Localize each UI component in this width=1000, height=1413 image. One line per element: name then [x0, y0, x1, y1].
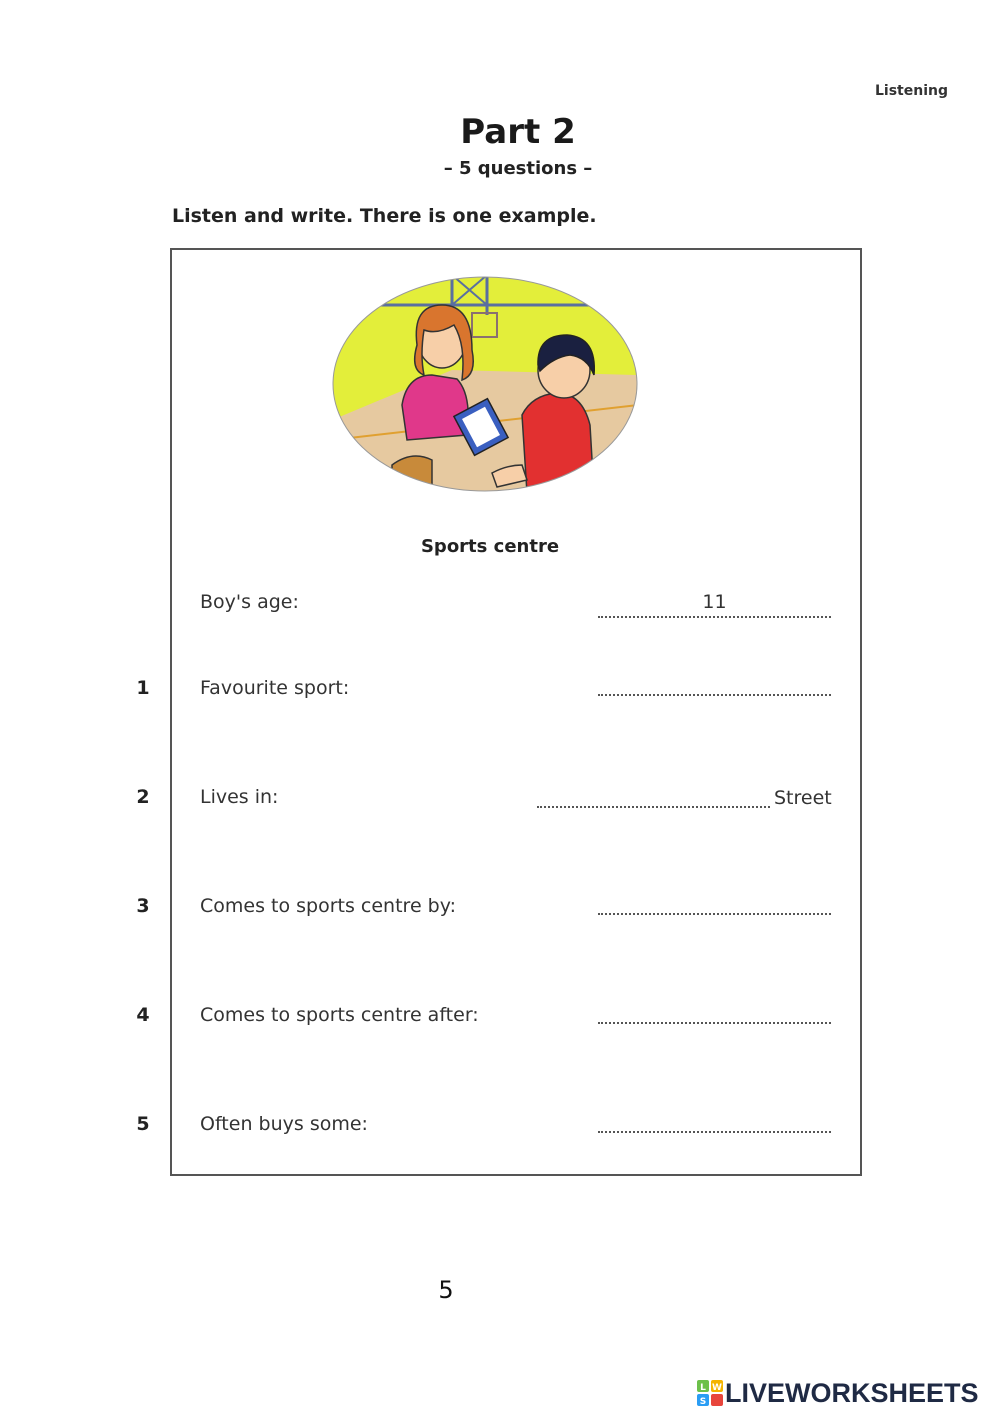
liveworksheets-logo-icon	[697, 1380, 723, 1406]
page-number: 5	[438, 1276, 454, 1304]
answer-suffix: Street	[774, 787, 832, 809]
example-label: Boy's age:	[200, 591, 299, 613]
svg-text:S: S	[699, 1397, 707, 1406]
brand-name: LIVEWORKSHEETS	[725, 1377, 979, 1408]
question-number: 4	[136, 1004, 150, 1026]
part-title: Part 2	[460, 112, 576, 152]
svg-text:L: L	[700, 1383, 706, 1393]
question-number: 5	[136, 1113, 150, 1135]
example-answer-line	[598, 616, 831, 618]
answer-line	[598, 913, 831, 915]
sports-centre-illustration	[332, 275, 638, 493]
question-label: Favourite sport:	[200, 677, 350, 699]
part-subtitle: – 5 questions –	[443, 158, 593, 179]
question-number: 3	[136, 895, 150, 917]
form-title: Sports centre	[420, 536, 560, 557]
svg-text:W: W	[712, 1383, 722, 1393]
question-number: 2	[136, 786, 150, 808]
answer-line	[598, 694, 831, 696]
question-label: Often buys some:	[200, 1113, 368, 1135]
brand-logo-link[interactable]	[697, 1378, 979, 1408]
example-answer: 11	[702, 591, 727, 613]
question-label: Comes to sports centre by:	[200, 895, 456, 917]
answer-line	[598, 1022, 831, 1024]
instruction-text: Listen and write. There is one example.	[172, 205, 597, 227]
answer-line	[537, 806, 770, 808]
question-number: 1	[136, 677, 150, 699]
question-label: Lives in:	[200, 786, 279, 808]
answer-line	[598, 1131, 831, 1133]
section-tag: Listening	[875, 83, 948, 99]
question-label: Comes to sports centre after:	[200, 1004, 479, 1026]
